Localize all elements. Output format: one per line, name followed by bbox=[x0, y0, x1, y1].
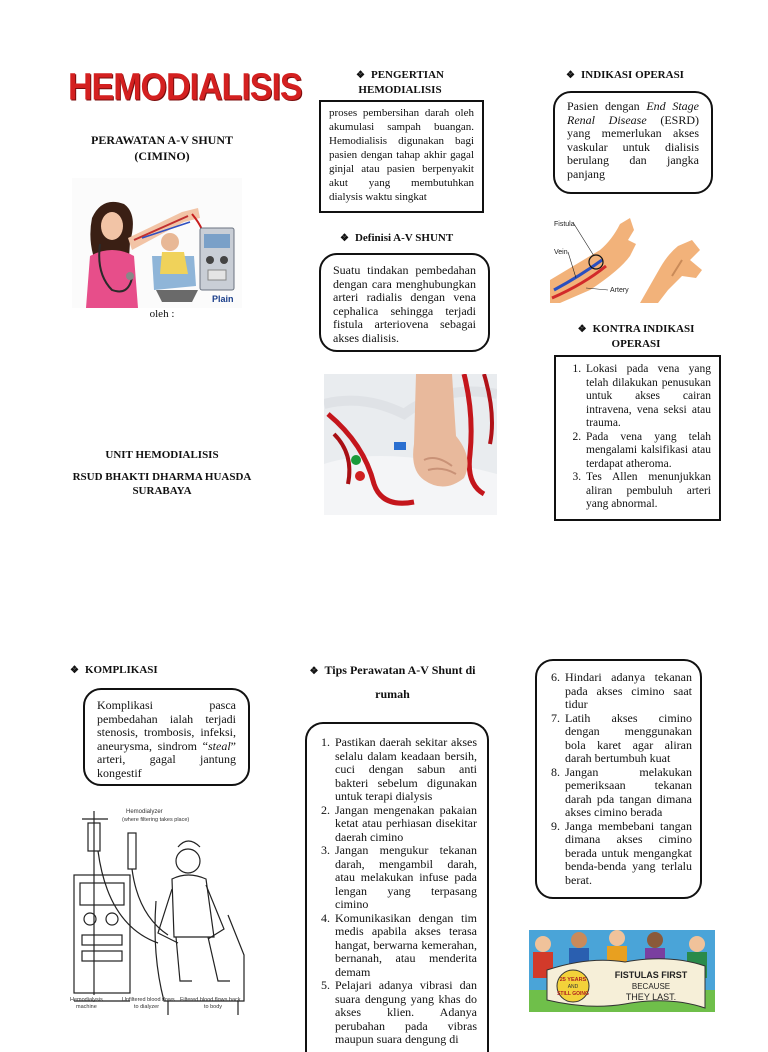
subtitle-line1: PERAWATAN A-V SHUNT bbox=[90, 133, 234, 147]
komplikasi-heading: ❖ KOMPLIKASI bbox=[70, 664, 158, 676]
pengertian-text: proses pembersihan darah oleh akumulasi sampah buangan. Hemodialisis digunakan bagi pasien dengan tahap akhir gagal ginjal atau pasien berpenyakit akut yang membutuhkan dialysis waktu singkat bbox=[329, 107, 474, 203]
diamond-bullet-icon: ❖ bbox=[566, 70, 575, 81]
subtitle bbox=[62, 132, 262, 164]
tips-item: 8. Jangan melakukan pemeriksaan tekanan darah pda tangan dimana akses cimino berada bbox=[563, 766, 692, 820]
by-label: oleh : bbox=[149, 308, 175, 320]
esrd-term: End Stage Renal Disease bbox=[567, 99, 699, 127]
unfiltered-label-1: Unfiltered blood flows bbox=[122, 997, 175, 1003]
subtitle-line2: (CIMINO) bbox=[134, 149, 190, 163]
tips-item: 7. Latih akses cimino dengan menggunakan bola karet agar aliran darah bertumbuh kuat bbox=[563, 712, 692, 766]
artery-label: Artery bbox=[610, 287, 629, 294]
dialyzer-sub-label: (where filtering takes place) bbox=[122, 817, 190, 823]
indikasi-heading: ❖ INDIKASI OPERASI bbox=[566, 69, 684, 81]
tips-heading: ❖ Tips Perawatan A-V Shunt di rumah bbox=[309, 663, 476, 701]
kontra-item: 3. Tes Allen menunjukkan aliran pembuluh arteri yang abnormal. bbox=[584, 471, 711, 512]
av-shunt-photo bbox=[324, 374, 497, 515]
banner-line1: FISTULAS FIRST bbox=[614, 970, 688, 980]
banner-line3: THEY LAST. bbox=[625, 992, 677, 1002]
kontra-heading: ❖ KONTRA INDIKASI OPERASI bbox=[577, 323, 695, 350]
diamond-bullet-icon: ❖ bbox=[356, 70, 365, 81]
kontra-item: 1. Lokasi pada vena yang telah dilakukan penusukan untuk akses cairan intravena, vena seksi atau trauma. bbox=[584, 363, 711, 431]
kontra-item: 2. Pada vena yang telah mengalami kalsifikasi atau terdapat atheroma. bbox=[584, 431, 711, 472]
fistulas-first-banner bbox=[529, 930, 715, 1012]
tips-item: 2. Jangan mengenakan pakaian ketat atau perhiasan disekitar daerah cimino bbox=[333, 804, 477, 845]
unit-name: UNIT HEMODIALISIS bbox=[105, 449, 219, 461]
brochure-title: HEMODIALISIS bbox=[68, 66, 302, 109]
tips-item: 5. Pelajari adanya vibrasi dan suara dengung yang khas do akses klien. Adanya perubahan pada vibras maupun suara dengung di bbox=[333, 979, 477, 1047]
plain-watermark: Plain bbox=[212, 294, 234, 304]
definisi-heading: ❖ Definisi A-V SHUNT bbox=[340, 232, 454, 244]
hospital-line1: RSUD BHAKTI DHARMA HUASDA bbox=[72, 471, 252, 483]
komplikasi-box: Komplikasi pasca pembedahan ialah terjadi stenosis, trombosis, infeksi, aneurysma, sindrom “steal” arteri, gagal jantung kongestif bbox=[83, 688, 250, 786]
badge-line1: 25 YEARS bbox=[559, 977, 587, 983]
hospital-line2: SURABAYA bbox=[132, 485, 192, 497]
kontra-box bbox=[554, 355, 721, 521]
pengertian-heading: ❖ PENGERTIAN HEMODIALISIS bbox=[356, 69, 444, 96]
tips-box bbox=[305, 722, 489, 1052]
machine-label-1: Hemodialysis bbox=[70, 997, 103, 1003]
badge-line2: AND bbox=[567, 984, 579, 990]
hemodialysis-illustration bbox=[72, 178, 242, 308]
hospital-name bbox=[62, 470, 262, 498]
vein-label: Vein bbox=[554, 249, 568, 256]
filtered-label-1: Filtered blood flows back bbox=[180, 997, 241, 1003]
tips-item: 4. Komunikasikan dengan tim medis apabila akses terasa hangat, berwarna kemerahan, bernanah, atau menderita demam bbox=[333, 912, 477, 980]
tips-item: 1. Pastikan daerah sekitar akses selalu dalam keadaan bersih, cuci dengan sabun anti bakteri sebelum digunakan untuk terapi dialysis bbox=[333, 736, 477, 804]
diamond-bullet-icon: ❖ bbox=[309, 666, 319, 677]
machine-label-2: machine bbox=[76, 1004, 97, 1010]
badge-line3: STILL GOING bbox=[557, 991, 589, 997]
hemodialysis-diagram bbox=[68, 805, 252, 1017]
dialyzer-label: Hemodialyzer bbox=[126, 809, 163, 815]
tips-list bbox=[311, 736, 477, 1047]
diamond-bullet-icon: ❖ bbox=[340, 233, 349, 244]
definisi-box bbox=[319, 253, 490, 352]
diamond-bullet-icon: ❖ bbox=[577, 324, 587, 335]
diamond-bullet-icon: ❖ bbox=[70, 665, 79, 676]
banner-line2: BECAUSE bbox=[631, 982, 671, 991]
definisi-text: Suatu tindakan pembedahan dengan cara menghubungkan arteri radialis dengan vena cephalica sehingga terjadi fistula arteriovena sebagai akses dialisis. bbox=[333, 263, 476, 345]
tips-item: 9. Janga membebani tangan dimana akses cimino berada untuk mengangkat benda-benda yang terlalu berat. bbox=[563, 820, 692, 888]
indikasi-box: Pasien dengan End Stage Renal Disease (ESRD) yang memerlukan akses vaskular untuk dialisis berulang dan jangka panjang bbox=[553, 91, 713, 194]
tips-item: 3. Jangan mengukur tekanan darah, mengambil darah, atau melakukan infuse pada lengan yang terpasang cimino bbox=[333, 844, 477, 912]
tips-item: 6. Hindari adanya tekanan pada akses cimino saat tidur bbox=[563, 671, 692, 712]
tips-continued-box bbox=[535, 659, 702, 899]
unfiltered-label-2: to dialyzer bbox=[134, 1004, 160, 1010]
pengertian-box bbox=[319, 100, 484, 213]
tips-continued-list bbox=[541, 671, 692, 887]
kontra-list bbox=[562, 363, 711, 512]
filtered-label-2: to body bbox=[204, 1004, 223, 1010]
steal-term: steal bbox=[208, 738, 231, 753]
fistula-label: Fistula bbox=[554, 221, 575, 228]
fistula-illustration bbox=[550, 210, 717, 303]
